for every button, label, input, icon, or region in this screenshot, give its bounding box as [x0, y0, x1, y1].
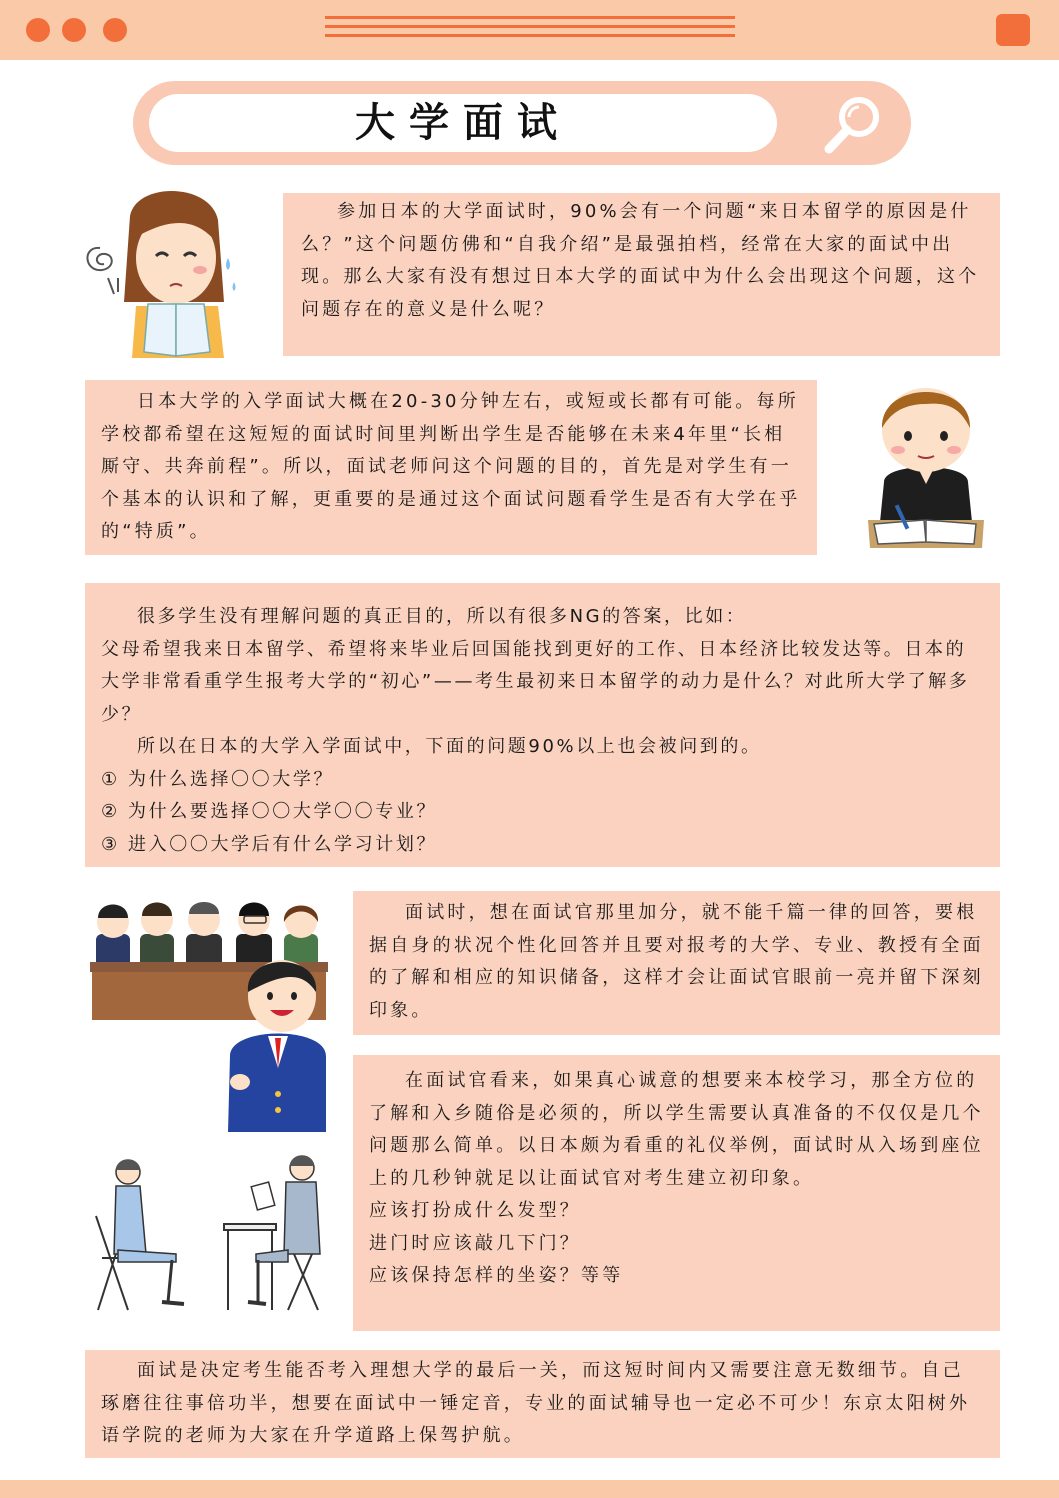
- purpose-paragraph: 日本大学的入学面试大概在20-30分钟左右，或短或长都有可能。每所学校都希望在这短短的面试时间里判断出学生是否能够在未来4年里“长相厮守、共奔前程”。所以，面试老师问这个问题的目的，首先是对学生有一个基本的认识和了解，更重要的是通过这个面试问题看学生是否有大学在乎的“特质”。: [101, 391, 801, 542]
- personalized-answer-box: [353, 891, 1000, 1035]
- title-field: [149, 94, 777, 152]
- etiquette-question: 应该打扮成什么发型？: [369, 1200, 581, 1221]
- seated-interview-illustration: [88, 1150, 338, 1316]
- ng-intro: 很多学生没有理解问题的真正目的，所以有很多NG的答案，比如：: [137, 606, 747, 627]
- studying-boy-illustration: [864, 372, 988, 552]
- window-dot-icon[interactable]: [26, 18, 50, 42]
- ng-answers-box: [85, 583, 1000, 867]
- etiquette-question: 进门时应该敲几下门？: [369, 1232, 581, 1254]
- purpose-paragraph-box: [85, 380, 817, 555]
- conclusion-box: [85, 1350, 1000, 1458]
- menu-lines-icon: [325, 16, 735, 44]
- title-search-bar: [133, 81, 911, 165]
- conclusion-paragraph: 面试是决定考生能否考入理想大学的最后一关，而这短时间内又需要注意无数细节。自己琢磨往往事倍功半，想要在面试中一锤定音，专业的面试辅导也一定必不可少！东京太阳树外语学院的老师为大家在升学道路上保驾护航。: [101, 1360, 971, 1446]
- question-item: ① 为什么选择〇〇大学？: [101, 768, 335, 790]
- personalized-answer-paragraph: 面试时，想在面试官那里加分，就不能千篇一律的回答，要根据自身的状况个性化回答并且要对报考的大学、专业、教授有全面的了解和相应的知识储备，这样才会让面试官眼前一亮并留下深刻印象。: [369, 902, 984, 1021]
- page-title: 大学面试: [355, 99, 571, 146]
- window-bottom-bar: [0, 1480, 1059, 1498]
- window-top-bar: [0, 0, 1059, 60]
- etiquette-box: [353, 1055, 1000, 1331]
- intro-paragraph-box: [283, 193, 1000, 356]
- etiquette-paragraph: 在面试官看来，如果真心诚意的想要来本校学习，那全方位的了解和入乡随俗是必须的，所以学生需要认真准备的不仅仅是几个问题那么简单。以日本颇为看重的礼仪举例，面试时从入场到座位上的几秒钟就足以让面试官对考生建立初印象。: [369, 1070, 984, 1189]
- window-square-button[interactable]: [996, 14, 1030, 46]
- question-item: ② 为什么要选择〇〇大学〇〇专业？: [101, 801, 438, 822]
- questions-lead: 所以在日本的大学入学面试中，下面的问题90%以上也会被问到的。: [137, 736, 762, 757]
- intro-paragraph: 参加日本的大学面试时，90%会有一个问题“来日本留学的原因是什么？”这个问题仿佛和“自我介绍”是最强拍档，经常在大家的面试中出现。那么大家有没有想过日本大学的面试中为什么会出现这个问题，这个问题存在的意义是什么呢？: [301, 201, 980, 320]
- magnifier-icon[interactable]: [821, 93, 885, 157]
- interview-panel-illustration: [90, 896, 332, 1132]
- ng-examples: 父母希望我来日本留学、希望将来毕业后回国能找到更好的工作、日本经济比较发达等。日本的大学非常看重学生报考大学的“初心”——考生最初来日本留学的动力是什么？对此所大学了解多少？: [101, 638, 970, 725]
- thinking-girl-illustration: [78, 186, 258, 358]
- window-dot-icon[interactable]: [103, 18, 127, 42]
- etiquette-question: 应该保持怎样的坐姿？等等: [369, 1265, 624, 1286]
- window-dot-icon[interactable]: [62, 18, 86, 42]
- question-item: ③ 进入〇〇大学后有什么学习计划？: [101, 833, 438, 855]
